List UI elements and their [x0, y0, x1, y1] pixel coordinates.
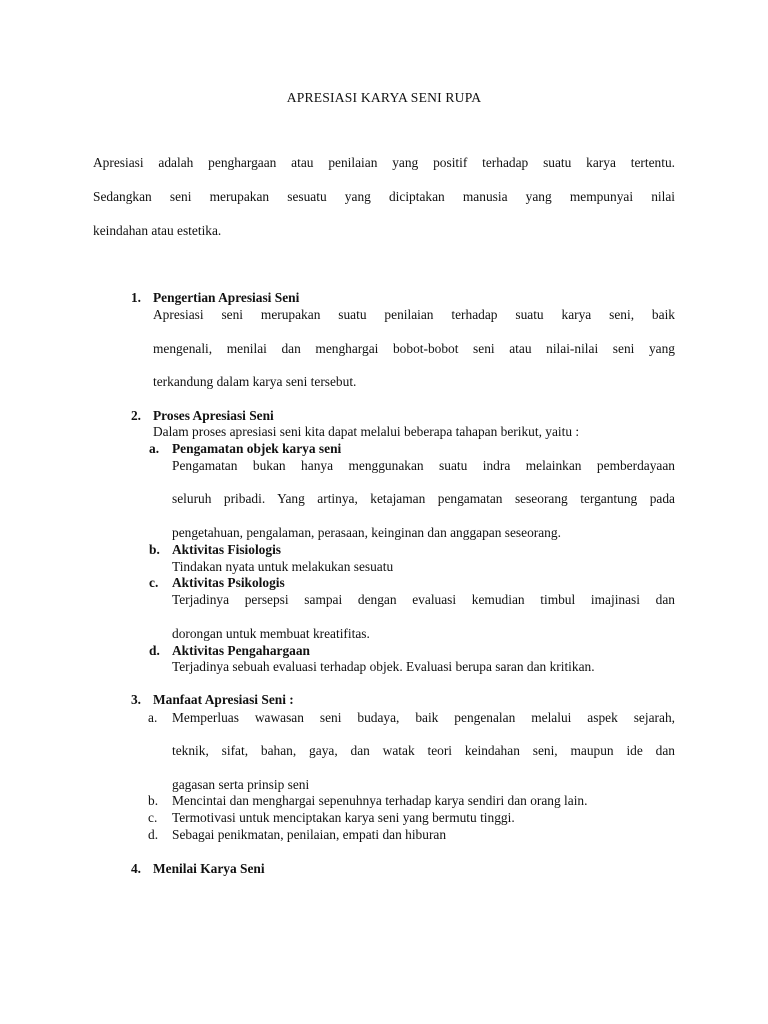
- section-3a-line-1: Memperluas wawasan seni budaya, baik pengenalan melalui aspek sejarah,: [172, 710, 675, 725]
- section-3-number: 3.: [130, 692, 141, 707]
- section-1-heading: Pengertian Apresiasi Seni: [153, 290, 300, 305]
- section-2d-heading: Aktivitas Pengahargaan: [172, 643, 311, 658]
- section-2c-heading: Aktivitas Psikologis: [172, 575, 285, 590]
- section-2-number: 2.: [130, 408, 141, 423]
- intro-line-1: Apresiasi adalah penghargaan atau penilaian yang positif terhadap suatu karya tertentu.: [93, 155, 675, 170]
- section-3a-line-2: teknik, sifat, bahan, gaya, dan watak teori keindahan seni, maupun ide dan: [172, 743, 675, 758]
- section-1-line-3: terkandung dalam karya seni tersebut.: [153, 374, 357, 389]
- section-3d-line-1: Sebagai penikmatan, penilaian, empati dan hiburan: [172, 827, 447, 842]
- section-2c-line-2: dorongan untuk membuat kreatifitas.: [172, 626, 370, 641]
- section-3b-line-1: Mencintai dan menghargai sepenuhnya terhadap karya sendiri dan orang lain.: [172, 793, 588, 808]
- section-1-number: 1.: [130, 290, 141, 305]
- section-2a-letter: a.: [149, 441, 160, 456]
- section-1-line-1: Apresiasi seni merupakan suatu penilaian terhadap suatu karya seni, baik: [153, 307, 675, 322]
- section-2c-letter: c.: [149, 575, 159, 590]
- section-3a-line-3: gagasan serta prinsip seni: [172, 777, 310, 792]
- section-2-heading: Proses Apresiasi Seni: [153, 408, 274, 423]
- page-title: APRESIASI KARYA SENI RUPA: [286, 90, 482, 105]
- section-2a-heading: Pengamatan objek karya seni: [172, 441, 342, 456]
- section-2d-letter: d.: [149, 643, 160, 658]
- section-1-line-2: mengenali, menilai dan menghargai bobot-bobot seni atau nilai-nilai seni yang: [153, 341, 675, 356]
- section-2b-letter: b.: [149, 542, 160, 557]
- section-3d-letter: d.: [148, 827, 159, 842]
- section-3a-letter: a.: [148, 710, 158, 725]
- intro-line-3: keindahan atau estetika.: [93, 223, 222, 238]
- section-3c-line-1: Termotivasi untuk menciptakan karya seni yang bermutu tinggi.: [172, 810, 515, 825]
- section-2d-line-1: Terjadinya sebuah evaluasi terhadap objek. Evaluasi berupa saran dan kritikan.: [172, 659, 595, 674]
- section-3b-letter: b.: [148, 793, 159, 808]
- section-2a-line-3: pengetahuan, pengalaman, perasaan, keinginan dan anggapan seseorang.: [172, 525, 561, 540]
- section-3-heading: Manfaat Apresiasi Seni :: [153, 692, 294, 707]
- section-2-intro: Dalam proses apresiasi seni kita dapat melalui beberapa tahapan berikut, yaitu :: [153, 424, 580, 439]
- section-2b-line-1: Tindakan nyata untuk melakukan sesuatu: [172, 559, 394, 574]
- section-2a-line-1: Pengamatan bukan hanya menggunakan suatu indra melainkan pemberdayaan: [172, 458, 675, 473]
- intro-line-2: Sedangkan seni merupakan sesuatu yang diciptakan manusia yang mempunyai nilai: [93, 189, 675, 204]
- section-3c-letter: c.: [148, 810, 158, 825]
- section-4-heading: Menilai Karya Seni: [153, 861, 265, 876]
- section-2c-line-1: Terjadinya persepsi sampai dengan evaluasi kemudian timbul imajinasi dan: [172, 592, 675, 607]
- section-2b-heading: Aktivitas Fisiologis: [172, 542, 281, 557]
- section-2a-line-2: seluruh pribadi. Yang artinya, ketajaman pengamatan seseorang tergantung pada: [172, 491, 675, 506]
- section-4-number: 4.: [130, 861, 141, 876]
